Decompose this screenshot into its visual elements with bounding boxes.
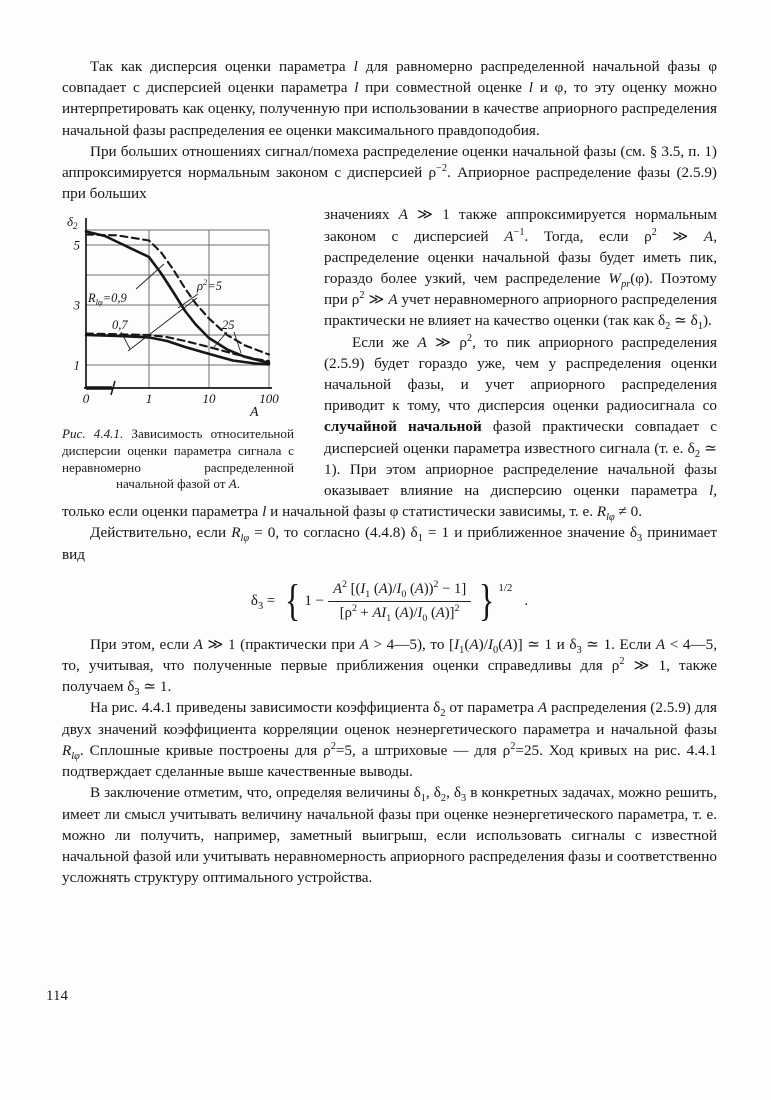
- tick-label: 0: [82, 391, 90, 407]
- equation-delta3: $\delta_3$ = { 1 − $\frac{A^2 [(I_1 (A)/I_0 (A))^2 - 1]}{[\rho^2 + AI_1 (A)/I_0 (A)]^2}$ } 1/2 .: [250, 576, 529, 626]
- curve-label: 0,7: [112, 318, 128, 333]
- tick-label: 10: [202, 391, 216, 407]
- label-leader-line: [136, 264, 164, 289]
- fraction-numerator: $A^2$ [($I_1$ $(A)/I_0$ (A))$^2$ − 1]: [328, 580, 471, 602]
- tick-label: 3: [73, 297, 80, 313]
- paragraph-5: При этом, если A ≫ 1 (практически при A > 4—5), то $[I_1(A)/I_0(A)]$ ≃ 1 и $\delta_3$ ≃ 1. Если A < 4—5, то, учитывая, что полученные первые приближения оценки справедливы для $\rho^2$ ≫ 1, также получаем $\delta_3$ ≃ 1.: [62, 635, 718, 699]
- curve-label: $\rho^2=5$: [197, 277, 222, 294]
- paragraph-3: Если же A ≫ $\rho^2$, то пик априорного распределения (2.5.9) будет гораздо уже, чем у распределения оценки начальной фазы, и учет априорного распределения приводит к тому, что дисперсия оценки радиосигнала со случайной начальной фазой практически совпадает с дисперсией оценки параметра известного сигнала (т. е. $\delta_2$ ≃ 1). При этом априорное распределение начальной фазы оказывает влияние на дисперсию оценки параметра l, только если оценки параметра l и начальной фазы φ статистически зависимы, т. е. $R_{l\varphi} \ne 0$.: [62, 332, 718, 524]
- page-text-content: [62, 56, 717, 888]
- curve-label: $R_{l\varphi}=0,9$: [88, 291, 127, 308]
- x-axis-title: A: [250, 405, 259, 419]
- figure-caption: Рис. 4.4.1. Зависимость относительной дисперсии оценки параметра сигнала с неравномерно распределенной начальной фазой от А.: [62, 426, 294, 492]
- tick-label: 100: [259, 391, 279, 407]
- y-axis-title: $\delta_2$: [67, 214, 78, 232]
- paragraph-7: В заключение отметим, что, определяя величины $\delta_1$, $\delta_2$, $\delta_3$ в конкретных задачах, можно решить, имеет ли смысл учитывать величину начальной фазы при оценке неэнергетического параметра, т. е. можно ли получить, например, заметный выигрыш, если использовать сигналы с известной начальной фазой или учитывать неравномерность априорного распределения фазы и соответственно усложнять структуру оптимального устройства.: [62, 784, 717, 887]
- curve-dashed: [86, 334, 269, 362]
- label-leader-line: [128, 298, 197, 351]
- equation-period: .: [524, 592, 529, 609]
- figure-chart: [64, 210, 290, 418]
- paragraph-6: На рис. 4.4.1 приведены зависимости коэффициента $\delta_2$ от параметра A распределения (2.5.9) для двух значений коэффициента корреляции оценок неэнергетического параметра и начальной фазы $R_{l\varphi}$. Сплошные кривые построены для $\rho^2=5$, а штриховые — для $\rho^2=25$. Ход кривых на рис. 4.4.1 подтверждает сделанные выше качественные выводы.: [62, 699, 718, 781]
- fraction-denominator: [$\rho^2 + AI_1$ $(A)/I_0$ (A)]$^2$: [339, 603, 460, 624]
- tick-label: 1: [145, 391, 153, 407]
- paragraph-1: Так как дисперсия оценки параметра l для равномерно распределенной начальной фазы φ совпадает с дисперсией оценки параметра l при совместной оценке l и φ, то эту оценку можно интерпретировать как оценку, полученную при использовании в качестве априорного распределения начальной фазы распределения ее оценки максимального правдоподобия.: [62, 58, 717, 139]
- equation-fraction: [328, 580, 471, 623]
- figure-4-4-1: [62, 210, 312, 492]
- paragraph-2-lead: При больших отношениях сигнал/помеха распределение оценки начальной фазы (см. § 3.5, п. 1) аппроксимируется нормальным законом с дисперсией $\rho^{-2}$. Априорное распределение фазы (2.5.9) при больших: [62, 142, 717, 203]
- equation-lhs: $\delta_3$ =: [250, 592, 276, 612]
- paragraph-4: Действительно, если $R_{l\varphi} = 0$, то согласно (4.4.8) $\delta_1 = 1$ и приближенное значение $\delta_3$ принимает вид: [62, 524, 718, 563]
- page-number: 114: [46, 988, 68, 1004]
- tick-label: 1: [73, 357, 80, 373]
- curve-label: 25: [222, 318, 235, 333]
- paragraph-2-wrap: значениях A ≫ 1 также аппроксимируется нормальным законом с дисперсией $A^{-1}$. Тогда, если $\rho^2$ ≫ A, распределение оценки начальной фазы будет иметь пик, гораздо более узкий, чем распределение $W_{pr}(\varphi)$. Поэтому при $\rho^2$ ≫ A учет неравномерного априорного распределения практически не влияет на качество оценки (так как $\delta_2$ ≃ $\delta_1$).: [324, 206, 717, 333]
- equation-one-minus: 1 −: [304, 592, 325, 609]
- figure-text-wrap: [62, 204, 717, 522]
- tick-label: 5: [73, 237, 80, 253]
